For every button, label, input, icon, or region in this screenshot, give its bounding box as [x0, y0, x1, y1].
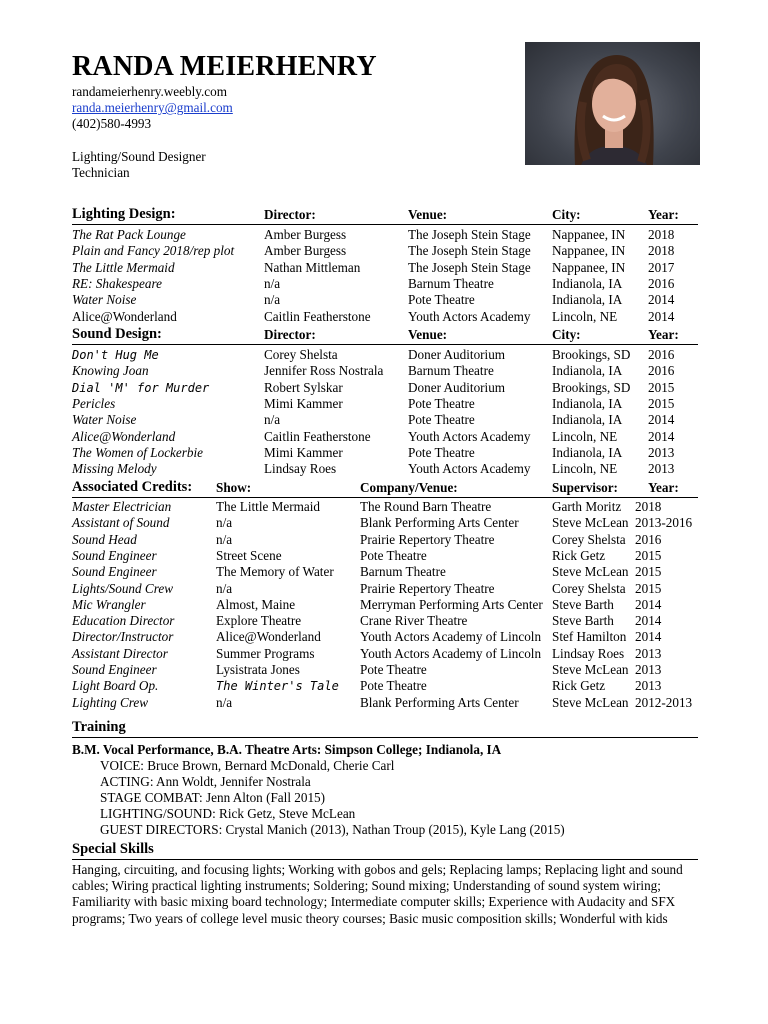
- lighting-cell-director: Amber Burgess: [264, 243, 347, 259]
- sound-cell-city: Indianola, IA: [552, 444, 623, 460]
- skills-header-row: [72, 841, 698, 860]
- lighting-cell-city: Nappanee, IN: [552, 243, 626, 259]
- lighting-cell-city: Nappanee, IN: [552, 259, 626, 275]
- column-header: Show:: [216, 480, 252, 495]
- credits-cell-company: Pote Theatre: [360, 547, 427, 563]
- credits-row: [72, 564, 698, 580]
- column-header: Venue:: [408, 327, 448, 342]
- sound-cell-venue: Pote Theatre: [408, 444, 475, 460]
- credits-row: [72, 695, 698, 711]
- sound-header-row: [72, 326, 698, 345]
- lighting-row: [72, 243, 698, 259]
- sound-cell-director: Caitlin Featherstone: [264, 428, 371, 444]
- credits-cell-company: The Round Barn Theatre: [360, 499, 492, 514]
- sound-cell-year: 2014: [648, 412, 675, 428]
- sound-cell-year: 2016: [648, 363, 675, 379]
- lighting-cell-venue: The Joseph Stein Stage: [408, 259, 531, 275]
- credits-cell-role: Assistant Director: [72, 645, 168, 661]
- sound-cell-director: Lindsay Roes: [264, 461, 337, 477]
- sound-cell-title: Water Noise: [72, 412, 137, 428]
- lighting-cell-director: Amber Burgess: [264, 227, 347, 242]
- lighting-cell-venue: The Joseph Stein Stage: [408, 227, 531, 242]
- column-header: Year:: [648, 207, 679, 222]
- training-header-row: [72, 719, 698, 738]
- credits-cell-show: Street Scene: [216, 547, 282, 563]
- training-line: LIGHTING/SOUND: Rick Getz, Steve McLean: [100, 806, 356, 821]
- sound-cell-year: 2015: [648, 395, 675, 411]
- sound-cell-title: Dial 'M' for Murder: [72, 380, 210, 395]
- sound-cell-director: Mimi Kammer: [264, 444, 343, 460]
- credits-cell-show: Explore Theatre: [216, 613, 302, 629]
- credits-header-row: [72, 479, 698, 498]
- lighting-cell-title: Water Noise: [72, 292, 137, 308]
- credits-row: [72, 662, 698, 678]
- sound-cell-city: Indianola, IA: [552, 412, 623, 428]
- sound-heading: Sound Design:: [72, 326, 162, 342]
- lighting-cell-year: 2014: [648, 292, 675, 308]
- lighting-cell-city: Lincoln, NE: [552, 308, 618, 324]
- website-text: randameierhenry.weebly.com: [72, 84, 227, 99]
- sound-cell-director: Jennifer Ross Nostrala: [264, 363, 384, 379]
- credits-cell-supervisor: Steve McLean: [552, 694, 629, 710]
- sound-cell-city: Brookings, SD: [552, 379, 631, 395]
- credits-cell-supervisor: Corey Shelsta: [552, 531, 626, 547]
- credits-cell-role: Mic Wrangler: [72, 596, 146, 612]
- sound-cell-title: Don't Hug Me: [72, 348, 159, 362]
- sound-row: [72, 461, 698, 477]
- credits-cell-role: Assistant of Sound: [72, 515, 170, 531]
- credits-cell-show: The Winter's Tale: [216, 679, 339, 694]
- credits-cell-show: n/a: [216, 531, 233, 547]
- lighting-row: [72, 309, 698, 325]
- sound-cell-title: Alice@Wonderland: [72, 428, 176, 444]
- sound-cell-title: Knowing Joan: [72, 363, 149, 379]
- credits-cell-year: 2014: [635, 596, 662, 612]
- credits-cell-role: Light Board Op.: [72, 678, 159, 694]
- credits-cell-year: 2016: [635, 531, 662, 547]
- sound-cell-venue: Barnum Theatre: [408, 363, 494, 379]
- lighting-cell-year: 2016: [648, 275, 675, 291]
- headshot-photo: [525, 42, 700, 165]
- lighting-cell-title: The Little Mermaid: [72, 259, 175, 275]
- sound-cell-director: Robert Sylskar: [264, 379, 343, 395]
- credits-cell-role: Lights/Sound Crew: [72, 580, 173, 596]
- credits-heading: Associated Credits:: [72, 479, 193, 495]
- lighting-row: [72, 227, 698, 243]
- credits-cell-supervisor: Steve Barth: [552, 613, 614, 629]
- credits-cell-role: Master Electrician: [72, 499, 172, 514]
- credits-row: [72, 532, 698, 548]
- credits-cell-supervisor: Corey Shelsta: [552, 580, 626, 596]
- credits-cell-year: 2013: [635, 645, 662, 661]
- credits-row: [72, 548, 698, 564]
- lighting-cell-director: Nathan Mittleman: [264, 259, 361, 275]
- column-header: Year:: [648, 480, 679, 495]
- credits-cell-role: Sound Engineer: [72, 547, 157, 563]
- credits-row: [72, 646, 698, 662]
- sound-row: [72, 429, 698, 445]
- column-header: City:: [552, 327, 581, 342]
- lighting-cell-year: 2014: [648, 308, 675, 324]
- training-line: GUEST DIRECTORS: Crystal Manich (2013), Nathan Troup (2015), Kyle Lang (2015): [100, 822, 565, 837]
- credits-cell-supervisor: Steve Barth: [552, 596, 614, 612]
- credits-cell-company: Merryman Performing Arts Center: [360, 596, 543, 612]
- credits-cell-company: Blank Performing Arts Center: [360, 694, 519, 710]
- column-header: City:: [552, 207, 581, 222]
- phone-text: (402)580-4993: [72, 116, 152, 132]
- lighting-cell-venue: Barnum Theatre: [408, 275, 494, 291]
- column-header: Director:: [264, 327, 316, 342]
- credits-cell-role: Education Director: [72, 613, 175, 629]
- credits-cell-year: 2013: [635, 662, 662, 677]
- sound-cell-director: n/a: [264, 412, 281, 428]
- roles-block: [72, 149, 206, 181]
- credits-cell-year: 2015: [635, 564, 662, 580]
- credits-cell-supervisor: Lindsay Roes: [552, 645, 625, 661]
- contact-block: [72, 84, 233, 133]
- degree-line: B.M. Vocal Performance, B.A. Theatre Arts: Simpson College; Indianola, IA: [72, 742, 502, 757]
- lighting-cell-director: n/a: [264, 292, 281, 308]
- credits-cell-show: n/a: [216, 515, 233, 531]
- credits-cell-company: Youth Actors Academy of Lincoln: [360, 645, 542, 661]
- sound-cell-year: 2015: [648, 379, 675, 395]
- credits-cell-company: Youth Actors Academy of Lincoln: [360, 629, 542, 645]
- credits-cell-supervisor: Steve McLean: [552, 662, 629, 677]
- credits-cell-supervisor: Steve McLean: [552, 564, 629, 580]
- resume-name: RANDA MEIERHENRY: [72, 51, 377, 82]
- sound-cell-title: Missing Melody: [72, 461, 157, 477]
- lighting-row: [72, 260, 698, 276]
- sound-cell-year: 2013: [648, 461, 675, 477]
- column-header: Company/Venue:: [360, 480, 458, 495]
- credits-row: [72, 515, 698, 531]
- lighting-cell-city: Indianola, IA: [552, 292, 623, 308]
- credits-cell-company: Pote Theatre: [360, 662, 427, 677]
- credits-cell-year: 2018: [635, 499, 662, 514]
- credits-cell-year: 2012-2013: [635, 694, 693, 710]
- sound-row: [72, 380, 698, 396]
- lighting-cell-venue: The Joseph Stein Stage: [408, 243, 531, 259]
- credits-cell-company: Crane River Theatre: [360, 613, 468, 629]
- sound-row: [72, 445, 698, 461]
- credits-cell-role: Sound Head: [72, 531, 137, 547]
- sound-cell-venue: Pote Theatre: [408, 395, 475, 411]
- credits-cell-year: 2013: [635, 678, 662, 694]
- sound-row: [72, 396, 698, 412]
- training-line: ACTING: Ann Woldt, Jennifer Nostrala: [100, 774, 311, 789]
- column-header: Supervisor:: [552, 480, 618, 495]
- credits-cell-year: 2015: [635, 580, 662, 596]
- lighting-cell-title: Alice@Wonderland: [72, 308, 177, 324]
- sound-cell-year: 2016: [648, 347, 675, 362]
- credits-cell-supervisor: Garth Moritz: [552, 499, 622, 514]
- credits-row: [72, 499, 698, 515]
- credits-cell-year: 2014: [635, 613, 662, 629]
- lighting-row: [72, 276, 698, 292]
- credits-cell-role: Sound Engineer: [72, 564, 157, 580]
- lighting-cell-venue: Youth Actors Academy: [408, 308, 531, 324]
- credits-cell-supervisor: Steve McLean: [552, 515, 629, 531]
- lighting-heading: Lighting Design:: [72, 206, 176, 222]
- sound-cell-director: Mimi Kammer: [264, 395, 343, 411]
- sound-row: [72, 347, 698, 363]
- credits-cell-supervisor: Stef Hamilton: [552, 629, 627, 645]
- credits-cell-supervisor: Rick Getz: [552, 547, 606, 563]
- sound-cell-city: Indianola, IA: [552, 395, 623, 411]
- sound-cell-venue: Doner Auditorium: [408, 347, 506, 362]
- sound-cell-venue: Youth Actors Academy: [408, 428, 531, 444]
- credits-cell-company: Prairie Repertory Theatre: [360, 531, 495, 547]
- credits-cell-role: Director/Instructor: [72, 629, 174, 645]
- lighting-cell-venue: Pote Theatre: [408, 292, 475, 308]
- credits-cell-supervisor: Rick Getz: [552, 678, 606, 694]
- lighting-cell-director: Caitlin Featherstone: [264, 308, 371, 324]
- credits-cell-role: Sound Engineer: [72, 662, 157, 677]
- sound-cell-venue: Doner Auditorium: [408, 379, 506, 395]
- credits-cell-show: The Memory of Water: [216, 564, 334, 580]
- lighting-cell-city: Nappanee, IN: [552, 227, 626, 242]
- role-line: Lighting/Sound Designer: [72, 149, 206, 164]
- email-link[interactable]: randa.meierhenry@gmail.com: [72, 100, 233, 116]
- credits-cell-show: Almost, Maine: [216, 596, 296, 612]
- credits-cell-company: Barnum Theatre: [360, 564, 446, 580]
- sound-cell-venue: Pote Theatre: [408, 412, 475, 428]
- credits-cell-show: n/a: [216, 694, 233, 710]
- lighting-cell-director: n/a: [264, 275, 281, 291]
- credits-cell-year: 2014: [635, 629, 662, 645]
- sound-row: [72, 412, 698, 428]
- credits-row: [72, 597, 698, 613]
- credits-cell-role: Lighting Crew: [72, 694, 149, 710]
- sound-cell-city: Indianola, IA: [552, 363, 623, 379]
- credits-cell-year: 2015: [635, 547, 662, 563]
- sound-cell-title: The Women of Lockerbie: [72, 444, 203, 460]
- sound-cell-city: Lincoln, NE: [552, 428, 618, 444]
- credits-row: [72, 613, 698, 629]
- skills-text: Hanging, circuiting, and focusing lights; Working with gobos and gels; Replacing lamps; Replacing light and sound cables; Wiring practical lighting instruments; Soldering; Sound mixing; Understanding of sound system wiring; Familiarity with basic mixing board technology; Intermediate computer skills; Experience with Audacity and SFX programs; Two years of college level music theory courses; Basic music composition skills; Wonderful with kids: [72, 862, 683, 926]
- credits-cell-company: Pote Theatre: [360, 678, 427, 694]
- sound-cell-city: Brookings, SD: [552, 347, 631, 362]
- training-line: STAGE COMBAT: Jenn Alton (Fall 2015): [100, 790, 326, 805]
- lighting-cell-title: RE: Shakespeare: [72, 275, 162, 291]
- lighting-cell-title: Plain and Fancy 2018/rep plot: [72, 243, 235, 259]
- sound-cell-year: 2014: [648, 428, 675, 444]
- credits-cell-show: Alice@Wonderland: [216, 629, 321, 645]
- sound-cell-title: Pericles: [72, 395, 116, 411]
- lighting-cell-year: 2018: [648, 243, 675, 259]
- role-line: Technician: [72, 165, 130, 181]
- sound-cell-city: Lincoln, NE: [552, 461, 618, 477]
- credits-cell-company: Prairie Repertory Theatre: [360, 580, 495, 596]
- credits-row: [72, 581, 698, 597]
- credits-row: [72, 629, 698, 645]
- sound-cell-venue: Youth Actors Academy: [408, 461, 531, 477]
- training-heading: Training: [72, 719, 126, 735]
- credits-cell-show: The Little Mermaid: [216, 499, 320, 514]
- training-line: VOICE: Bruce Brown, Bernard McDonald, Cherie Carl: [100, 758, 395, 773]
- lighting-header-row: [72, 206, 698, 225]
- column-header: Venue:: [408, 207, 448, 222]
- credits-cell-year: 2013-2016: [635, 515, 693, 531]
- credits-cell-show: n/a: [216, 580, 233, 596]
- credits-row: [72, 678, 698, 694]
- lighting-cell-year: 2018: [648, 227, 675, 242]
- lighting-cell-title: The Rat Pack Lounge: [72, 227, 186, 242]
- column-header: Year:: [648, 327, 679, 342]
- credits-cell-company: Blank Performing Arts Center: [360, 515, 519, 531]
- lighting-cell-year: 2017: [648, 259, 675, 275]
- sound-cell-director: Corey Shelsta: [264, 347, 338, 362]
- lighting-row: [72, 292, 698, 308]
- credits-cell-show: Lysistrata Jones: [216, 662, 300, 677]
- sound-row: [72, 363, 698, 379]
- lighting-cell-city: Indianola, IA: [552, 275, 623, 291]
- sound-cell-year: 2013: [648, 444, 675, 460]
- credits-cell-show: Summer Programs: [216, 645, 315, 661]
- column-header: Director:: [264, 207, 316, 222]
- skills-heading: Special Skills: [72, 841, 154, 857]
